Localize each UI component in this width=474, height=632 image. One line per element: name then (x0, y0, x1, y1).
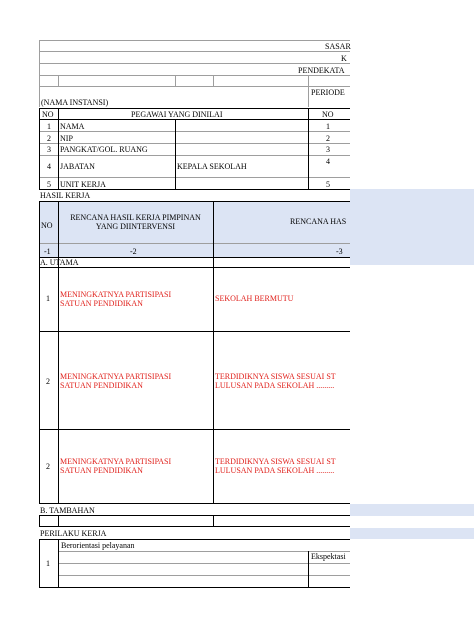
table-border (39, 267, 350, 268)
pegawai-row-label: NIP (60, 134, 73, 143)
utama-row-rencana-line2: LULUSAN PADA SEKOLAH ......... (215, 466, 335, 475)
utama-row-pimpinan-line2: SATUAN PENDIDIKAN (60, 299, 143, 308)
gridline (39, 51, 350, 52)
table-border (308, 108, 309, 189)
table-border (58, 515, 59, 526)
pegawai-row-right-no: 4 (326, 157, 330, 166)
hasil-col-index: -1 (44, 247, 51, 256)
gridline (39, 75, 350, 76)
gridline (39, 155, 350, 156)
table-border (39, 587, 350, 588)
gridline (39, 40, 40, 107)
pegawai-row-label: NAMA (60, 122, 85, 131)
pegawai-row-no: 2 (47, 134, 51, 143)
table-border (39, 189, 350, 190)
table-border (39, 539, 350, 540)
pegawai-title: PEGAWAI YANG DINILAI (131, 110, 223, 119)
gridline (58, 575, 350, 576)
table-border (39, 331, 350, 332)
utama-row-rencana-line1: TERDIDIKNYA SISWA SESUAI ST (215, 372, 336, 381)
utama-row-pimpinan-line2: SATUAN PENDIDIKAN (60, 381, 143, 390)
table-border (58, 201, 59, 503)
hasil-col-index: -3 (336, 247, 343, 256)
table-border (39, 515, 350, 516)
pegawai-row-label: PANGKAT/GOL. RUANG (60, 145, 148, 154)
table-border (39, 201, 350, 202)
table-border (39, 257, 350, 258)
tambahan-band (350, 504, 474, 516)
hasil-col-pimpinan-line1: RENCANA HASIL KERJA PIMPINAN (70, 213, 201, 222)
utama-row-pimpinan-line1: MENINGKATNYA PARTISIPASI (60, 290, 172, 299)
hasil-col-rencana: RENCANA HAS (290, 217, 347, 226)
utama-row-pimpinan-line1: MENINGKATNYA PARTISIPASI (60, 457, 172, 466)
pegawai-row-no: 1 (47, 122, 51, 131)
table-border (308, 551, 309, 587)
table-border (39, 429, 350, 430)
pegawai-row-value: KEPALA SEKOLAH (177, 162, 247, 171)
pegawai-no-header-right: NO (322, 110, 334, 119)
table-border (39, 539, 40, 587)
gridline (39, 86, 350, 87)
gridline (58, 551, 350, 552)
gridline (39, 63, 350, 64)
table-border (175, 119, 176, 189)
gridline (58, 563, 350, 564)
utama-row-pimpinan-line2: SATUAN PENDIDIKAN (60, 466, 143, 475)
table-border (213, 201, 214, 503)
section-tambahan: B. TAMBAHAN (40, 506, 95, 515)
header-line-3: PENDEKATA (298, 66, 345, 75)
section-utama: A. UTAMA (40, 258, 79, 267)
gridline (308, 75, 309, 107)
gridline (39, 243, 350, 244)
pegawai-row-right-no: 5 (326, 180, 330, 189)
gridline (213, 75, 214, 86)
gridline (175, 75, 176, 86)
instansi-label: (NAMA INSTANSI) (41, 98, 109, 107)
utama-row-rencana-line1: TERDIDIKNYA SISWA SESUAI ST (215, 457, 336, 466)
utama-row-no: 2 (46, 462, 50, 471)
header-line-4: PERIODE (311, 88, 345, 97)
utama-row-rencana-line2: LULUSAN PADA SEKOLAH ......... (215, 381, 335, 390)
pegawai-row-no: 5 (47, 180, 51, 189)
table-border (39, 119, 350, 120)
pegawai-row-no: 4 (47, 162, 51, 171)
header-line-2: K (341, 54, 347, 63)
hasil-kerja-title: HASIL KERJA (40, 191, 91, 200)
gridline (39, 143, 350, 144)
gridline (39, 40, 350, 41)
perilaku-row-label: Berorientasi pelayanan (61, 541, 135, 550)
utama-row-pimpinan-line1: MENINGKATNYA PARTISIPASI (60, 372, 172, 381)
table-border (39, 108, 40, 189)
gridline (58, 75, 59, 86)
utama-row-rencana-line1: SEKOLAH BERMUTU (215, 294, 294, 303)
perilaku-band (350, 528, 474, 539)
hasil-col-pimpinan-line2: YANG DIINTERVENSI (95, 222, 176, 231)
pegawai-row-no: 3 (47, 145, 51, 154)
gridline (39, 177, 350, 178)
utama-row-no: 1 (46, 294, 50, 303)
utama-row-no: 2 (46, 377, 50, 386)
hasil-col-no: NO (41, 221, 53, 230)
table-border (39, 515, 40, 526)
hasil-kerja-band (350, 189, 474, 265)
table-border (39, 201, 40, 503)
gridline (39, 131, 350, 132)
perilaku-row-no: 1 (46, 559, 50, 568)
perilaku-title: PERILAKU KERJA (40, 529, 107, 538)
pegawai-row-label: JABATAN (60, 162, 95, 171)
perilaku-row-ekspektasi: Ekspektasi (311, 552, 346, 561)
table-border (39, 526, 350, 527)
pegawai-row-right-no: 2 (326, 134, 330, 143)
hasil-col-index: -2 (130, 247, 137, 256)
pegawai-row-right-no: 3 (326, 145, 330, 154)
pegawai-row-right-no: 1 (326, 122, 330, 131)
pegawai-no-header: NO (42, 110, 54, 119)
table-border (39, 503, 350, 504)
header-line-1: SASAR (325, 42, 351, 51)
table-border (39, 108, 350, 109)
table-border (213, 515, 214, 526)
pegawai-row-label: UNIT KERJA (60, 180, 106, 189)
table-border (58, 539, 59, 587)
table-border (58, 108, 59, 189)
